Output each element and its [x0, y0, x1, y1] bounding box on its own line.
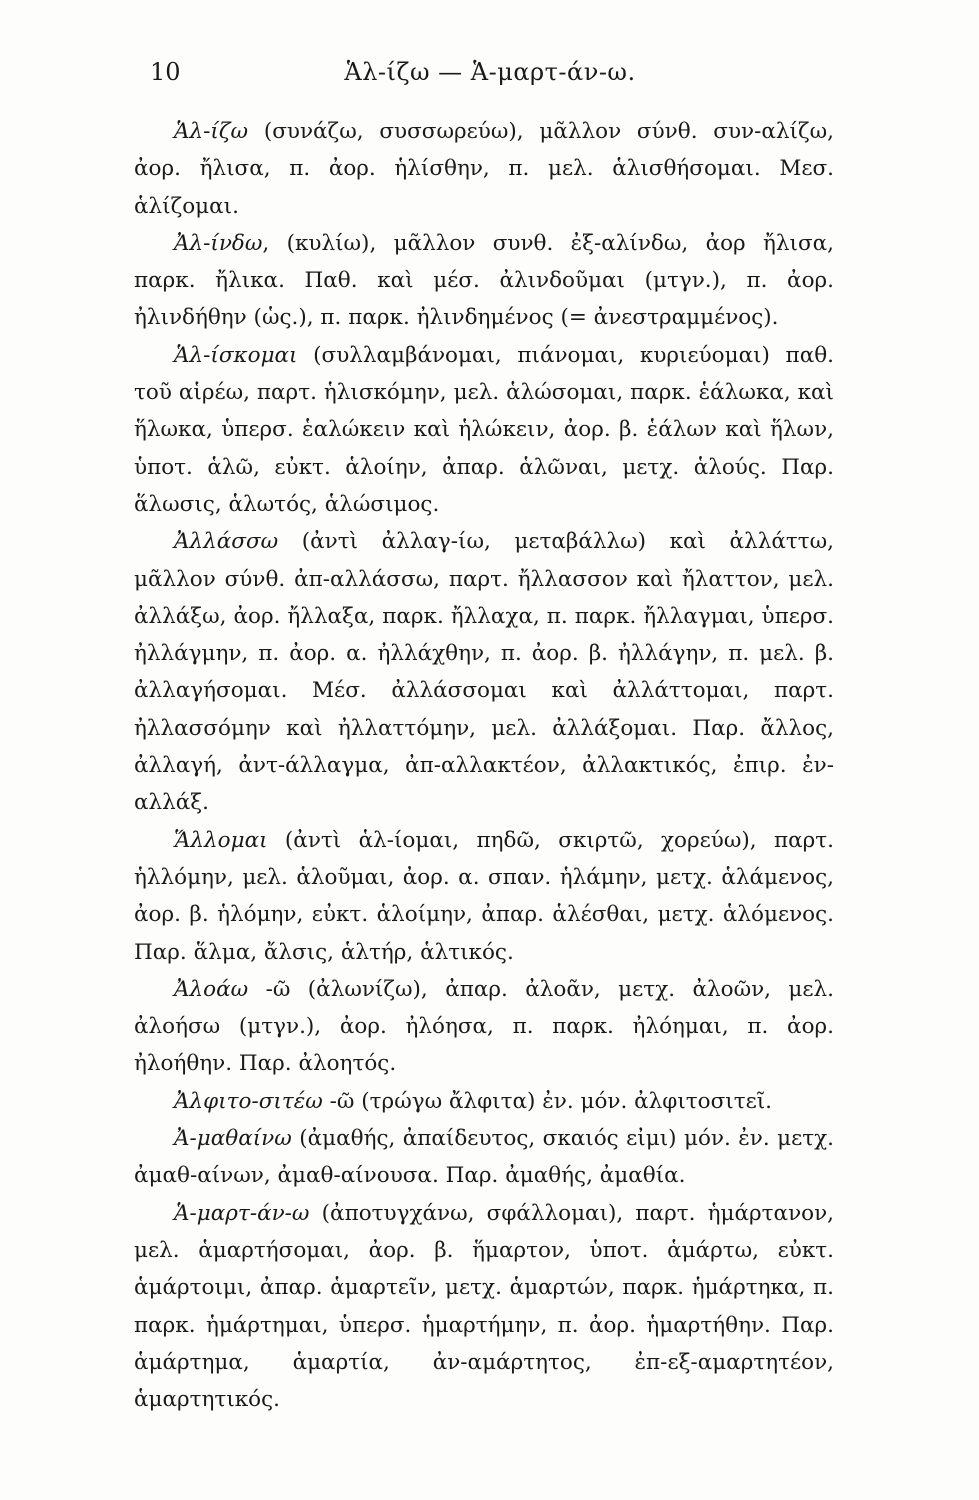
headword: Ἀλλάσσω	[174, 529, 279, 555]
entry-body: , (κυλίω), μᾶλλον συνθ. ἐξ-αλίνδω, ἀορ ἤλισα, παρκ. ἤλικα. Παθ. καὶ μέσ. ἀλινδοῦμαι (μτγν.), π. ἀορ. ἠλινδήθην (ὡς.), π. παρκ. ἠλινδημένος (= ἀνεστραμμένος).	[134, 230, 834, 331]
dictionary-text	[134, 113, 834, 1418]
headword: Ἁλ-ίσκομαι	[174, 342, 298, 368]
entry-body: (συλλαμβάνομαι, πιάνομαι, κυριεύομαι) παθ. τοῦ αἱρέω, παρτ. ἡλισκόμην, μελ. ἁλώσομαι, παρκ. ἑάλωκα, καὶ ἥλωκα, ὑπερσ. ἑαλώκειν καὶ ἡλώκειν, ἀορ. β. ἑάλων καὶ ἥλων, ὑποτ. ἁλῶ, εὐκτ. ἁλοίην, ἀπαρ. ἁλῶναι, μετχ. ἁλούς. Παρ. ἅλωσις, ἁλωτός, ἁλώσιμος.	[134, 342, 834, 517]
entry-allomai	[134, 822, 834, 971]
headword: Ἀλφιτο-σιτέω	[174, 1088, 323, 1114]
entry-alfitositeo	[134, 1083, 834, 1120]
entry-aloao	[134, 971, 834, 1083]
headword: Ἀ-μαθαίνω	[174, 1126, 292, 1152]
running-title: Ἁλ-ίζω — Ἁ-μαρτ-άν-ω.	[344, 58, 636, 86]
entry-body: -ῶ (ἀλωνίζω), ἀπαρ. ἀλοᾶν, μετχ. ἀλοῶν, μελ. ἀλοήσω (μτγν.), ἀορ. ἠλόησα, π. παρκ. ἠλόημαι, π. ἀορ. ἠλοήθην. Παρ. ἀλοητός.	[134, 976, 834, 1077]
entry-allasso	[134, 523, 834, 821]
entry-amartano	[134, 1195, 834, 1419]
entry-body: (συνάζω, συσσωρεύω), μᾶλλον σύνθ. συν-αλίζω, ἀορ. ἤλισα, π. ἀορ. ἡλίσθην, π. μελ. ἁλισθήσομαι. Μεσ. ἁλίζομαι.	[134, 119, 834, 219]
headword: Ἁ-μαρτ-άν-ω	[174, 1200, 310, 1226]
page-number: 10	[150, 58, 181, 86]
headword: Ἀλ-ίνδω	[174, 230, 263, 256]
entry-body: -ῶ (τρώγω ἄλφιτα) ἐν. μόν. ἀλφιτοσιτεῖ.	[322, 1088, 773, 1114]
entry-aliskomai	[134, 337, 834, 523]
entry-alizo	[134, 113, 834, 225]
headword: Ἀλοάω	[174, 976, 249, 1002]
entry-amathaino	[134, 1120, 834, 1195]
headword: Ἁλ-ίζω	[174, 119, 249, 144]
entry-body: (ἀποτυγχάνω, σφάλλομαι), παρτ. ἡμάρτανον, μελ. ἁμαρτήσομαι, ἀορ. β. ἥμαρτον, ὑποτ. ἁμάρτω, εὐκτ. ἁμάρτοιμι, ἀπαρ. ἁμαρτεῖν, μετχ. ἁμαρτών, παρκ. ἡμάρτηκα, π. παρκ. ἡμάρτημαι, ὑπερσ. ἡμαρτήμην, π. ἀορ. ἡμαρτήθην. Παρ. ἁμάρτημα, ἁμαρτία, ἀν-αμάρτητος, ἐπ-εξ-αμαρτητέον, ἁμαρτητικός.	[134, 1200, 834, 1413]
entry-body: (ἀμαθής, ἀπαίδευτος, σκαιός εἰμι) μόν. ἐν. μετχ. ἀμαθ-αίνων, ἀμαθ-αίνουσα. Παρ. ἀμαθής, ἀμαθία.	[134, 1126, 834, 1189]
entry-body: (ἀντὶ ἀλλαγ-ίω, μεταβάλλω) καὶ ἀλλάττω, μᾶλλον σύνθ. ἀπ-αλλάσσω, παρτ. ἤλλασσον καὶ ἤλαττον, μελ. ἀλλάξω, ἀορ. ἤλλαξα, παρκ. ἤλλαχα, π. παρκ. ἤλλαγμαι, ὑπερσ. ἠλλάγμην, π. ἀορ. α. ἠλλάχθην, π. ἀορ. β. ἠλλάγην, π. μελ. β. ἀλλαγήσομαι. Μέσ. ἀλλάσσομαι καὶ ἀλλάττομαι, παρτ. ἠλλασσόμην καὶ ἠλλαττόμην, μελ. ἀλλάξομαι. Παρ. ἄλλος, ἀλλαγή, ἀντ-άλλαγμα, ἀπ-αλλακτέον, ἀλλακτικός, ἐπιρ. ἐν-αλλάξ.	[134, 529, 834, 816]
entry-body: (ἀντὶ ἁλ-ίομαι, πηδῶ, σκιρτῶ, χορεύω), παρτ. ἡλλόμην, μελ. ἁλοῦμαι, ἀορ. α. σπαν. ἡλάμην, μετχ. ἁλάμενος, ἀορ. β. ἡλόμην, εὐκτ. ἁλοίμην, ἀπαρ. ἁλέσθαι, μετχ. ἁλόμενος. Παρ. ἅλμα, ἄλσις, ἁλτήρ, ἁλτικός.	[134, 827, 834, 965]
entry-alindo	[134, 225, 834, 337]
running-head	[150, 58, 830, 94]
headword: Ἅλλομαι	[174, 827, 268, 853]
